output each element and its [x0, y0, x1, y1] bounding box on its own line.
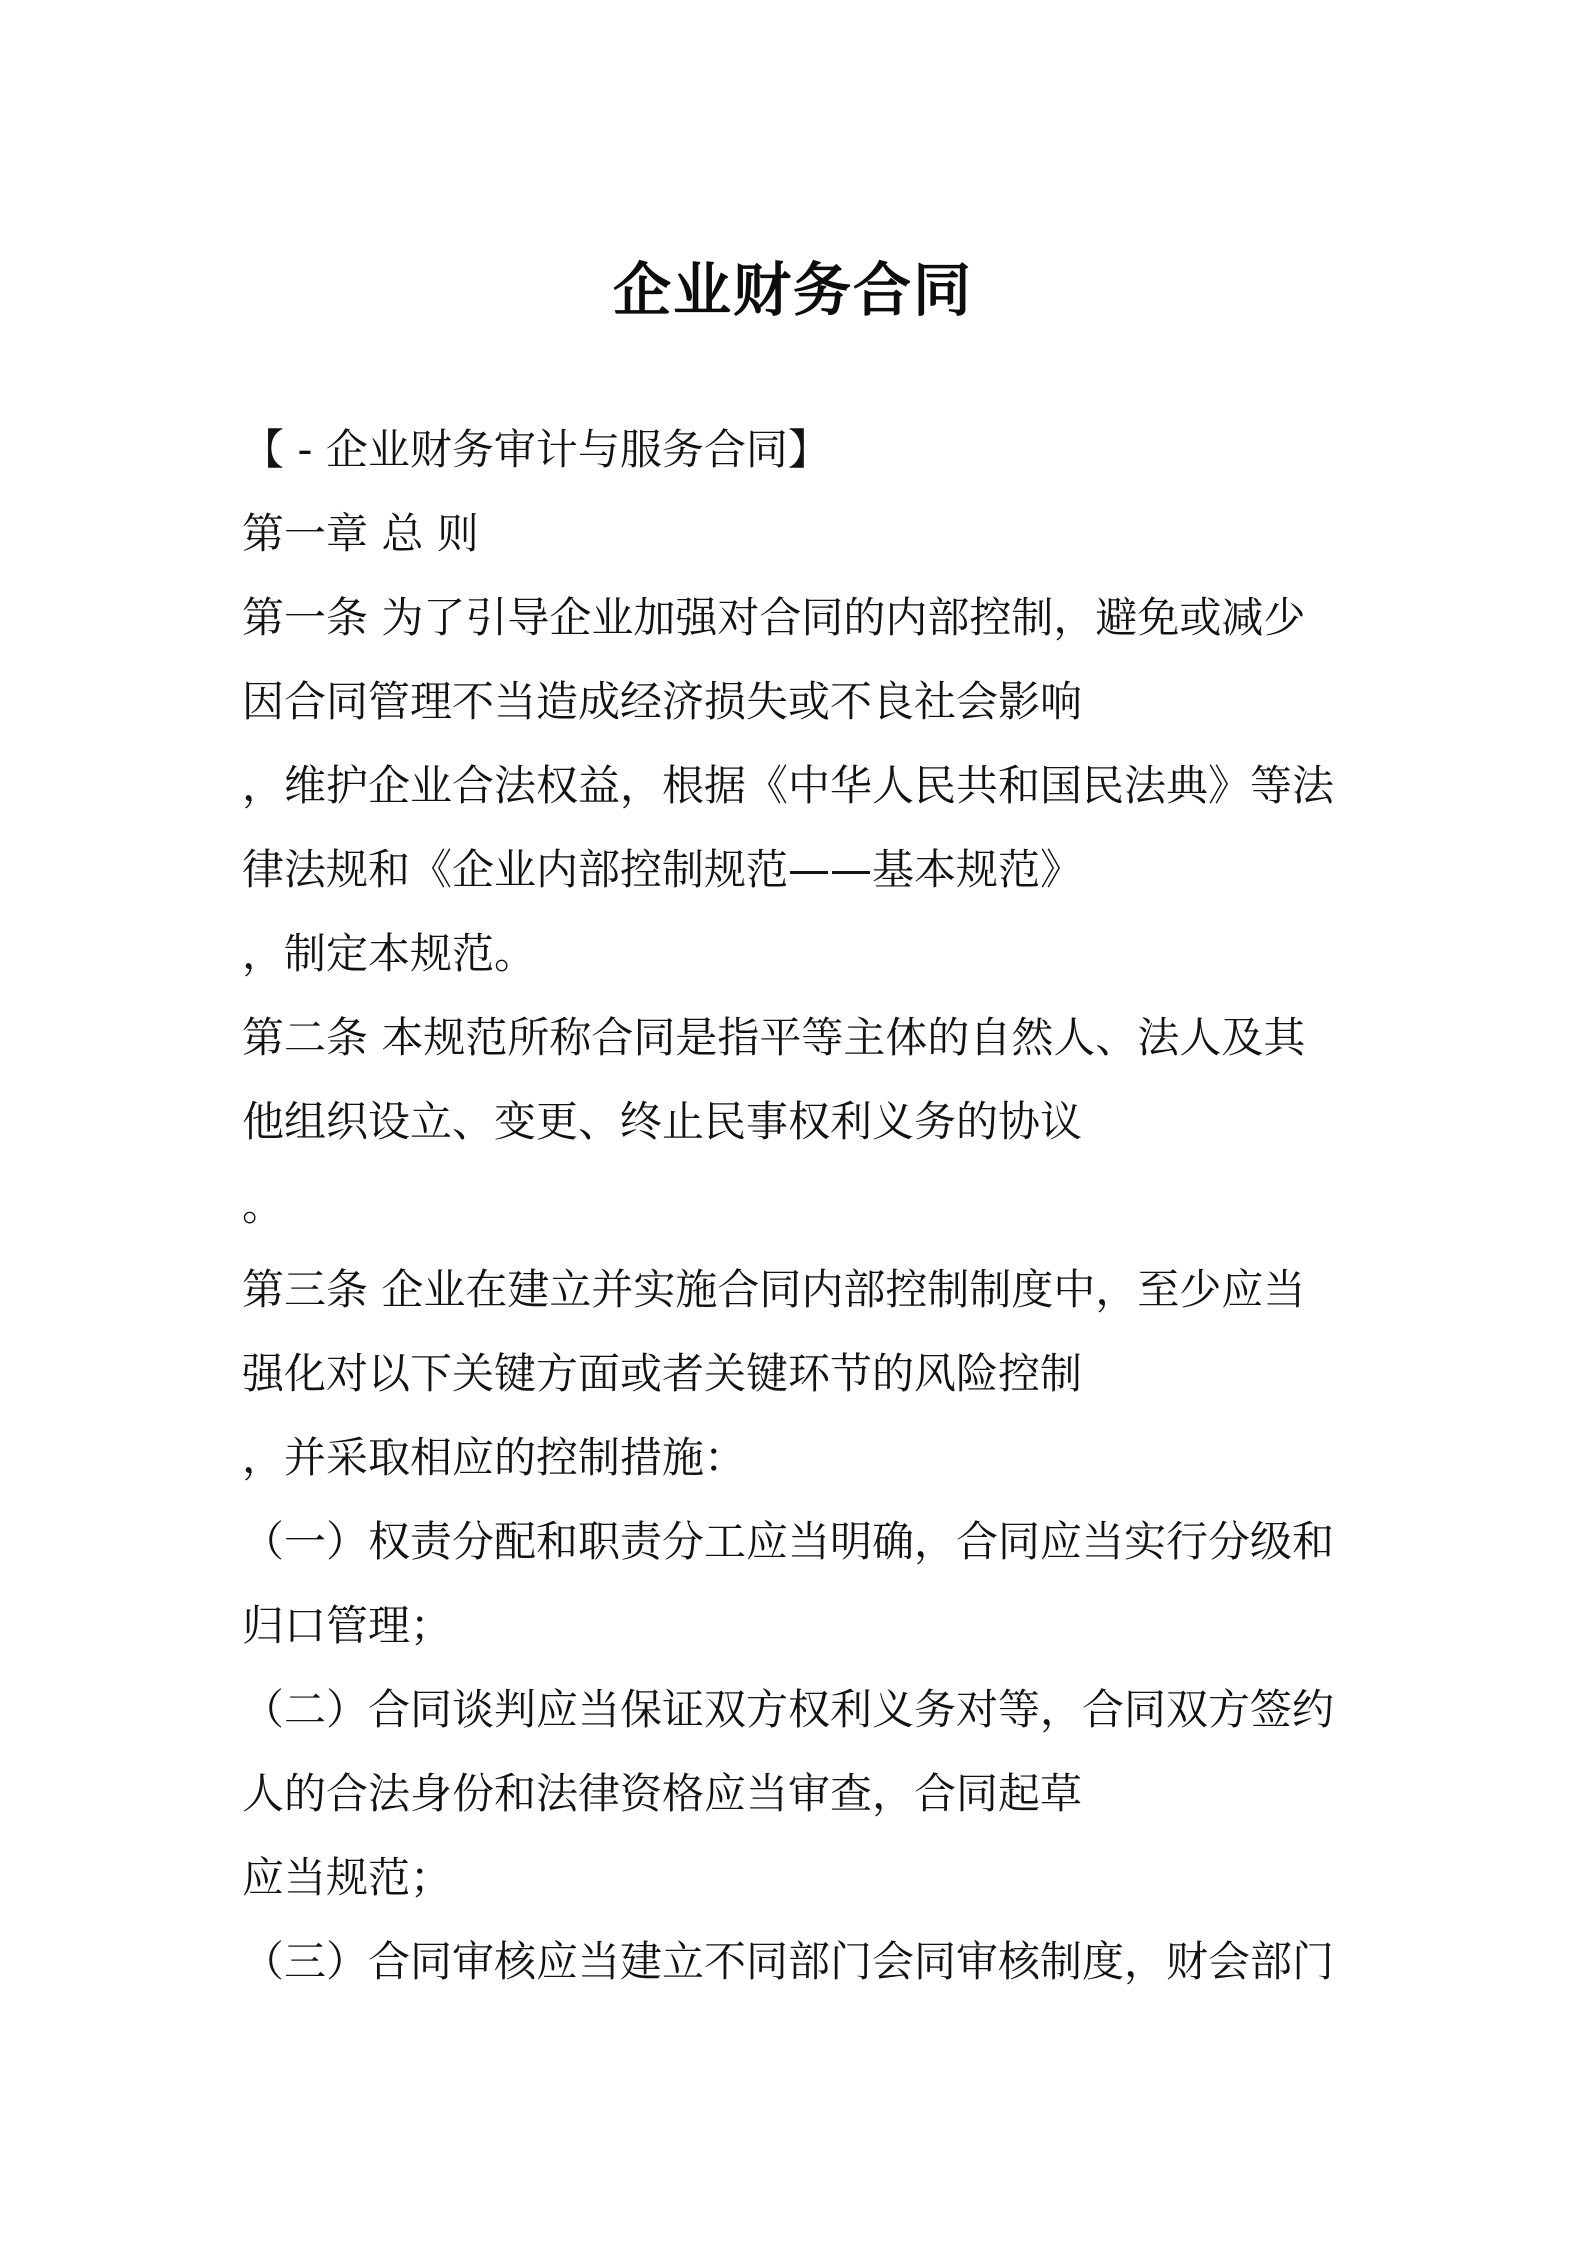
article-1-line-3: ，维护企业合法权益，根据《中华人民共和国民法典》等法	[242, 761, 1335, 810]
article-2-line-2: 他组织设立、变更、终止民事权利义务的协议	[242, 1097, 1083, 1146]
article-1-line-5: ，制定本规范。	[242, 929, 537, 978]
item-3-line-1: （三）合同审核应当建立不同部门会同审核制度，财会部门	[242, 1937, 1335, 1986]
item-2-line-3: 应当规范；	[242, 1853, 453, 1902]
article-2-line-3: 。	[242, 1181, 285, 1230]
article-3-line-1: 第三条 企业在建立并实施合同内部控制制度中，至少应当	[242, 1265, 1306, 1314]
document-title: 企业财务合同	[612, 256, 973, 324]
contract-subtitle: 【 - 企业财务审计与服务合同】	[242, 425, 830, 474]
document-body	[242, 408, 1362, 2004]
article-1-line-4: 律法规和《企业内部控制规范——基本规范》	[242, 845, 1083, 894]
item-2-line-1: （二）合同谈判应当保证双方权利义务对等，合同双方签约	[242, 1685, 1335, 1734]
article-2-line-1: 第二条 本规范所称合同是指平等主体的自然人、法人及其	[242, 1013, 1306, 1062]
article-1-line-1: 第一条 为了引导企业加强对合同的内部控制，避免或减少	[242, 593, 1306, 642]
article-1-line-2: 因合同管理不当造成经济损失或不良社会影响	[242, 677, 1083, 726]
article-3-line-2: 强化对以下关键方面或者关键环节的风险控制	[242, 1349, 1083, 1398]
item-1-line-2: 归口管理；	[242, 1601, 453, 1650]
chapter-heading: 第一章 总 则	[242, 509, 479, 558]
item-1-line-1: （一）权责分配和职责分工应当明确，合同应当实行分级和	[242, 1517, 1335, 1566]
item-2-line-2: 人的合法身份和法律资格应当审查，合同起草	[242, 1769, 1083, 1818]
article-3-line-3: ，并采取相应的控制措施：	[242, 1433, 747, 1482]
